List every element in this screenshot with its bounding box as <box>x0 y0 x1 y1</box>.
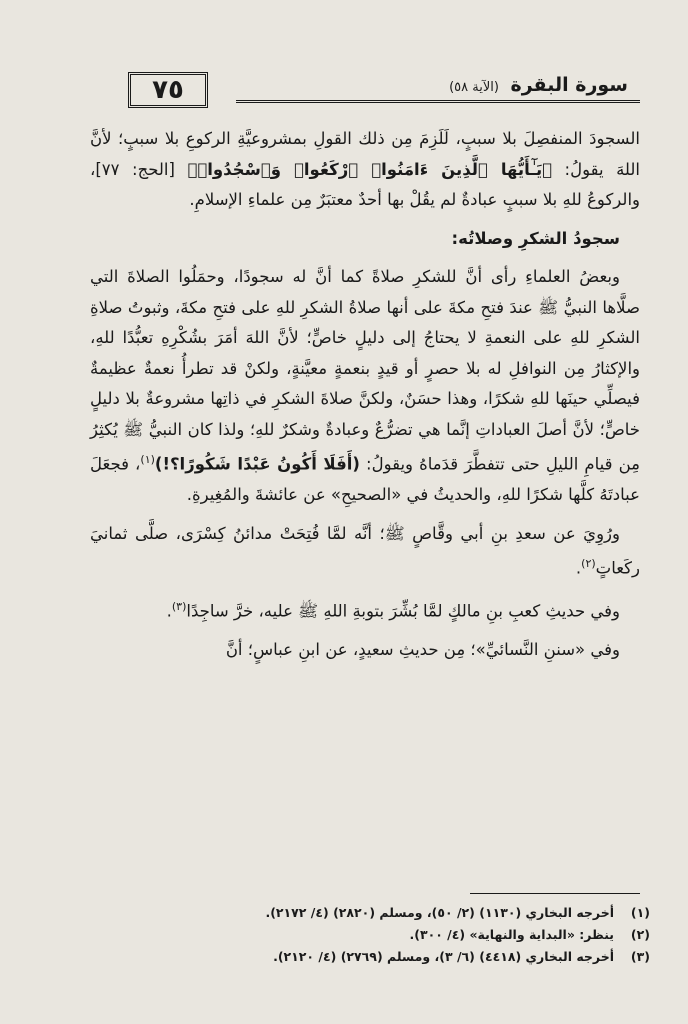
footnote-1 <box>90 902 650 924</box>
header-rule <box>236 100 640 103</box>
footnotes <box>90 902 650 968</box>
paragraph-3 <box>90 519 640 585</box>
paragraph-1-text: السجودَ المنفصِلَ بلا سببٍ، لَلَزِمَ مِن ذلك القولِ بمشروعيَّةِ الركوعِ بلا سببٍ؛ لأنَّ اللهَ يقولُ: <box>90 129 640 179</box>
surah-title: سورة البقرة <box>510 74 628 96</box>
footnote-text: ينظر: «البداية والنهاية» (٤/ ٣٠٠). <box>409 927 614 942</box>
footnote-ref-2[interactable]: (٢) <box>581 557 596 570</box>
footnote-separator <box>470 893 640 894</box>
footnote-2 <box>90 924 650 946</box>
footnote-ref-1[interactable]: (١) <box>140 453 155 466</box>
footnote-text: أخرجه البخاري (١١٣٠) (٢/ ٥٠)، ومسلم (٢٨٢٠) (٤/ ٢١٧٢). <box>265 905 614 920</box>
page-number <box>128 72 208 108</box>
paragraph-4-text: وفي حديثِ كعبِ بنِ مالكٍ لمَّا بُشِّرَ بتوبةِ اللهِ ﷺ عليه، خرَّ ساجِدًا <box>186 601 620 621</box>
hadith-quote: (أَفَلَا أَكُونُ عَبْدًا شَكُورًا؟!) <box>154 454 360 474</box>
paragraph-2-text: وبعضُ العلماءِ رأى أنَّ للشكرِ صلاةً كما أنَّ له سجودًا، وحمَلُوا الصلاةَ التي صلَّاها النبيُّ ﷺ عندَ فتحِ مكةَ على أنها صلاةُ الشكرِ للهِ على فتحِ مكةَ، وثبوتُ صلاةِ الشكرِ للهِ على النعمةِ لا يحتاجُ إلى دليلٍ خاصٍّ؛ لأنَّ اللهَ أمَرَ بشُكْرِهِ تعبُّدًا للهِ، والإكثارُ مِن النوافلِ له بلا حصرٍ أو قيدٍ بنعمةٍ معيَّنةٍ، ولكنْ قد تطرأُ نعمةٌ عظيمةٌ فيصلِّي حينَها للهِ شكرًا، وهذا حسَنٌ، ولكنَّ صلاةَ الشكرِ في ذاتِها مشروعةٌ بلا دليلٍ خاصٍّ؛ لأنَّ أصلَ العباداتِ إنَّما هي تضرُّعٌ وعبادةٌ وشكرٌ للهِ؛ ولذا كان النبيُّ ﷺ يُكثِرُ مِن قيامِ الليلِ حتى تتفطَّرَ قدَماهُ ويقولُ: <box>90 267 641 474</box>
running-header <box>449 74 628 96</box>
footnote-number: (١) <box>630 905 650 920</box>
footnote-3 <box>90 946 650 968</box>
paragraph-3-end: . <box>575 558 582 578</box>
footnote-number: (٣) <box>630 949 650 964</box>
paragraph-2-continuation: ، فجعَلَ عبادتَهُ كلَّها شكرًا للهِ، والحديثُ في «الصحيحِ» عن عائشةَ والمُغِيرةِ. <box>90 454 640 504</box>
footnote-ref-3[interactable]: (٣) <box>171 600 187 613</box>
paragraph-2 <box>90 262 640 511</box>
quran-quote: ﴿يَـٰٓأَيُّهَا ٱلَّذِينَ ءَامَنُوا۟ ٱرْكَعُوا۟ وَٱسْجُدُوا۟﴾ <box>187 159 553 179</box>
paragraph-1 <box>90 124 640 216</box>
paragraph-5: وفي «سننِ النَّسائيِّ»؛ مِن حديثِ سعيدٍ، عن ابنِ عباسٍ؛ أنَّ <box>225 640 620 659</box>
footnote-text: أخرجه البخاري (٤٤١٨) (٦/ ٣)، ومسلم (٢٧٦٩) (٤/ ٢١٢٠). <box>273 949 614 964</box>
paragraph-4 <box>90 592 640 627</box>
ayah-label: (الآية ٥٨) <box>449 80 499 95</box>
paragraph-1-continuation: [الحج: ٧٧]، والركوعُ للهِ بلا سببٍ عبادةٌ لم يقُلْ بها أحدٌ معتبَرٌ مِن علماءِ الإسلامِ. <box>90 159 640 209</box>
page-number-text: ٧٥ <box>152 75 184 105</box>
section-heading: سجودُ الشكرِ وصلاتُه: <box>451 228 620 248</box>
footnote-number: (٢) <box>630 927 650 942</box>
paragraph-4-end: . <box>166 601 172 621</box>
page-header <box>100 64 640 114</box>
main-text <box>90 124 640 674</box>
paragraph-3-text: ورُوِيَ عن سعدِ بنِ أبي وقَّاصٍ ﷺ؛ أنَّه لمَّا فُتِحَتْ مدائنُ كِسْرَى، صلَّى ثمانيَ ركَعاتٍ <box>90 523 640 578</box>
